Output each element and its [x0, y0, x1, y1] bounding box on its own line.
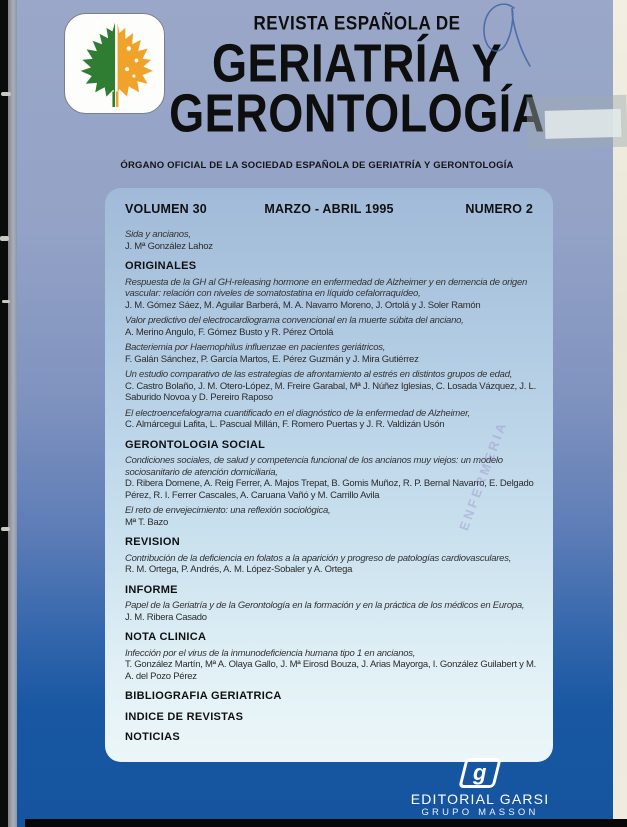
- binding-mark: [0, 236, 9, 241]
- garsi-logo-glyph: g: [473, 760, 487, 785]
- section-heading: GERONTOLOGIA SOCIAL: [125, 438, 266, 451]
- toc-item: [125, 600, 539, 623]
- toc-item: [125, 408, 539, 431]
- publisher-block: [365, 758, 595, 819]
- pen-scribble: [472, 0, 557, 85]
- issue-date: MARZO - ABRIL 1995: [264, 202, 394, 216]
- issue-info-row: [125, 202, 539, 216]
- article-title: El electroencefalograma cuantificado en el diagnóstico de la enfermedad de Alzheimer,: [125, 407, 470, 419]
- section-heading: NOTA CLINICA: [125, 631, 207, 643]
- article-title: Contribución de la deficiencia en folatos a la aparición y progreso de patologías cardiovasculares,: [125, 552, 512, 564]
- journal-kicker: REVISTA ESPAÑOLA DE: [253, 12, 461, 35]
- binding-mark: [1, 527, 10, 531]
- article-authors: Mª T. Bazo: [125, 516, 169, 528]
- section-heading: BIBLIOGRAFIA GERIATRICA: [125, 690, 282, 702]
- lead-article: [125, 229, 539, 252]
- garsi-logo-icon: [458, 758, 501, 788]
- publisher-group: GRUPO MASSON: [421, 807, 539, 818]
- article-authors: A. Merino Angulo, F. Gómez Busto y R. Pérez Ortolá: [125, 326, 334, 338]
- article-title: Infección por el virus de la inmunodeficiencia humana tipo 1 en ancianos,: [125, 647, 416, 659]
- journal-title-line2: GERONTOLOGÍA: [169, 82, 545, 144]
- issue-volume: VOLUMEN 30: [125, 202, 207, 216]
- article-title: Respuesta de la GH al GH-releasing hormone en enfermedad de Alzheimer y en demencia de origen vascular: relación con niveles de somatostatina en líquido cefalorraquídeo,: [125, 276, 528, 299]
- article-authors: J. M. Gómez Sáez, M. Aguilar Barberá, M. A. Navarro Moreno, J. Ortolá y J. Soler Ramón: [125, 299, 481, 311]
- article-authors: C. Castro Bolaño, J. M. Otero-López, M. Freire Garabal, Mª J. Núñez Iglesias, C. Losada Vázquez, J. L. Saburido Novoa y D. Pereiro Raposo: [125, 380, 536, 403]
- split-leaf-icon: [72, 19, 158, 109]
- article-title: Un estudio comparativo de las estrategias de afrontamiento al estrés en distintos grupos de edad,: [125, 369, 513, 380]
- article-authors: F. Galán Sánchez, P. García Martos, E. Pérez Guzmán y J. Mira Gutiérrez: [125, 353, 419, 365]
- section-heading: NOTICIAS: [125, 731, 180, 743]
- magazine-cover: [17, 0, 613, 827]
- article-title: Papel de la Geriatría y de la Gerontología en la formación y en la práctica de los médicos en Europa,: [125, 600, 525, 611]
- scan-left-gray-edge: [8, 0, 17, 827]
- library-stamp: ENFERMERIA: [456, 418, 510, 533]
- scan-bottom-black-edge: [25, 819, 627, 827]
- journal-title-line1: GERIATRÍA Y: [211, 32, 503, 94]
- tape-strip-highlight: [545, 109, 622, 139]
- article-title: Bacteriemia por Haemophilus influenzae en pacientes geriátricos,: [125, 342, 386, 353]
- section-heading: INFORME: [125, 583, 178, 596]
- scan-left-black-edge: [0, 0, 8, 827]
- article-authors: J. M. Ribera Casado: [125, 611, 207, 623]
- toc-item: [125, 315, 539, 338]
- lead-article-title: Sida y ancianos,: [125, 229, 191, 240]
- section-heading: INDICE DE REVISTAS: [125, 710, 244, 723]
- section-heading: ORIGINALES: [125, 260, 197, 272]
- binding-mark: [1, 92, 11, 96]
- toc-item: [125, 648, 539, 683]
- issue-number: NUMERO 2: [465, 202, 534, 216]
- lead-article-authors: J. Mª González Lahoz: [125, 240, 213, 252]
- tape-strip: [526, 95, 627, 150]
- publisher-name: EDITORIAL GARSI: [410, 791, 550, 807]
- article-authors: D. Ribera Domene, A. Reig Ferrer, A. Majos Trepat, B. Gomis Muñoz, R. P. Bernal Navarro, E. Delgado Pérez, R. I. Ferrer Cascales, A. Caruana Vañó y M. Carrillo Avila: [125, 478, 534, 501]
- article-title: Condiciones sociales, de salud y competencia funcional de los ancianos muy viejos: un modelo sociosanitario de atención domiciliaria,: [125, 455, 503, 478]
- binding-mark: [2, 300, 10, 303]
- toc-item: [125, 369, 539, 404]
- article-authors: R. M. Ortega, P. Andrés, A. M. López-Sobaler y A. Ortega: [125, 564, 353, 575]
- section-heading: REVISION: [125, 536, 180, 548]
- journal-subtitle: ÓRGANO OFICIAL DE LA SOCIEDAD ESPAÑOLA DE GERIATRÍA Y GERONTOLOGÍA: [120, 160, 514, 171]
- toc-item: [125, 277, 539, 312]
- article-authors: T. González Martín, Mª A. Olaya Gallo, J. Mª Eirosd Bouza, J. Arias Mayorga, I. González Guilabert y M. A. del Pozo Pérez: [125, 659, 537, 682]
- article-authors: C. Almárcegui Lafita, L. Pascual Millán, F. Romero Puertas y J. R. Valdizán Usón: [125, 419, 445, 430]
- toc-item: [125, 553, 539, 576]
- article-title: Valor predictivo del electrocardiograma convencional en la muerte súbita del anciano,: [125, 315, 464, 326]
- article-title: El reto de envejecimiento: una reflexión sociológica,: [125, 505, 331, 516]
- toc-item: [125, 342, 539, 365]
